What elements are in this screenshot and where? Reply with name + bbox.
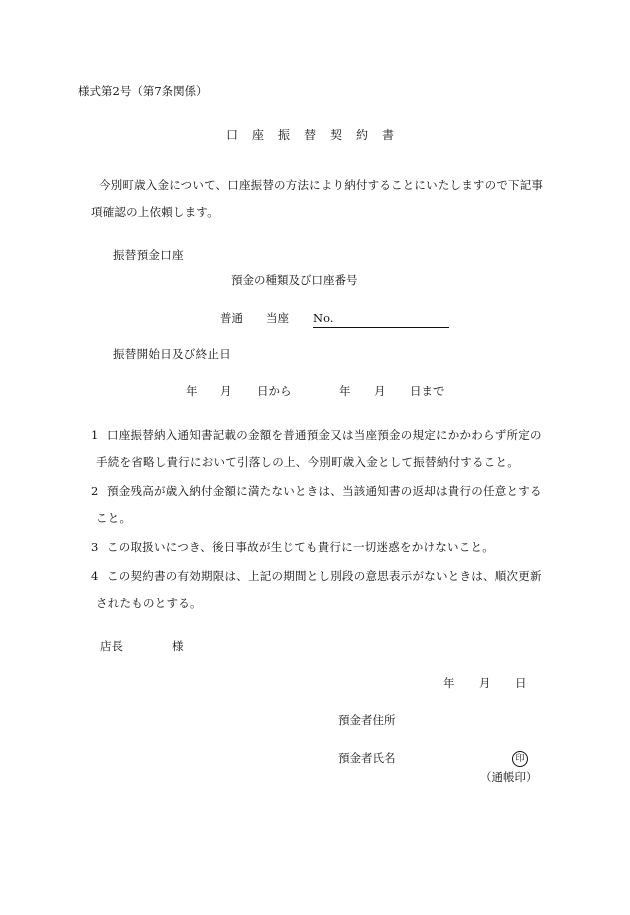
seal-icon: 印 [512,751,528,767]
end-year-label: 年 [339,384,351,398]
start-month-label: 月 [220,384,232,398]
account-number-field[interactable]: No. [313,313,449,328]
signature-date-month: 月 [479,676,491,690]
start-day-label: 日から [257,384,292,398]
clause-number: 2 [91,484,99,498]
account-type-label: 預金の種類及び口座番号 [231,273,358,287]
addressee-honorific: 様 [172,639,184,653]
account-type-ordinary: 普通 [220,311,243,325]
addressee-branch-manager: 店長 [100,639,123,653]
depositor-address-label: 預金者住所 [338,713,396,727]
clause-text: 口座振替納入通知書記載の金額を普通預金又は当座預金の規定にかかわらず所定の [107,428,542,442]
end-day-label: 日まで [410,384,445,398]
period-section-label: 振替開始日及び終止日 [113,347,231,361]
depositor-name-label: 預金者氏名 [338,751,396,765]
clause-number: 1 [91,428,99,442]
clause-text: この取扱いにつき、後日事故が生じても貴行に一切迷惑をかけないこと。 [107,540,495,554]
clause-text-continued: されたものとする。 [96,596,202,610]
form-number: 様式第2号（第7条関係） [78,84,208,98]
clause-text-continued: 手続を省略し貴行において引落しの上、今別町歳入金として振替納付すること。 [96,455,519,469]
seal-note: （通帳印） [480,770,538,784]
intro-text-line-2: 項確認の上依頼します。 [91,205,219,219]
account-section-label: 振替預金口座 [113,248,184,262]
clause-text: 預金残高が歳入納付金額に満たないときは、当該通知書の返却は貴行の任意とする [107,484,542,498]
signature-date-day: 日 [515,676,527,690]
clause-number: 4 [91,569,99,583]
intro-text-line-1: 今別町歳入金について、口座振替の方法により納付することにいたしますので下記事 [99,178,544,192]
clause-text: この契約書の有効期限は、上記の期間とし別段の意思表示がないときは、順次更新 [107,569,542,583]
end-month-label: 月 [374,384,386,398]
clause-number: 3 [91,540,99,554]
clause-text-continued: こと。 [96,511,132,525]
document-title: 口座振替契約書 [226,128,409,142]
account-type-current: 当座 [266,311,289,325]
start-year-label: 年 [186,384,198,398]
signature-date-year: 年 [443,676,455,690]
